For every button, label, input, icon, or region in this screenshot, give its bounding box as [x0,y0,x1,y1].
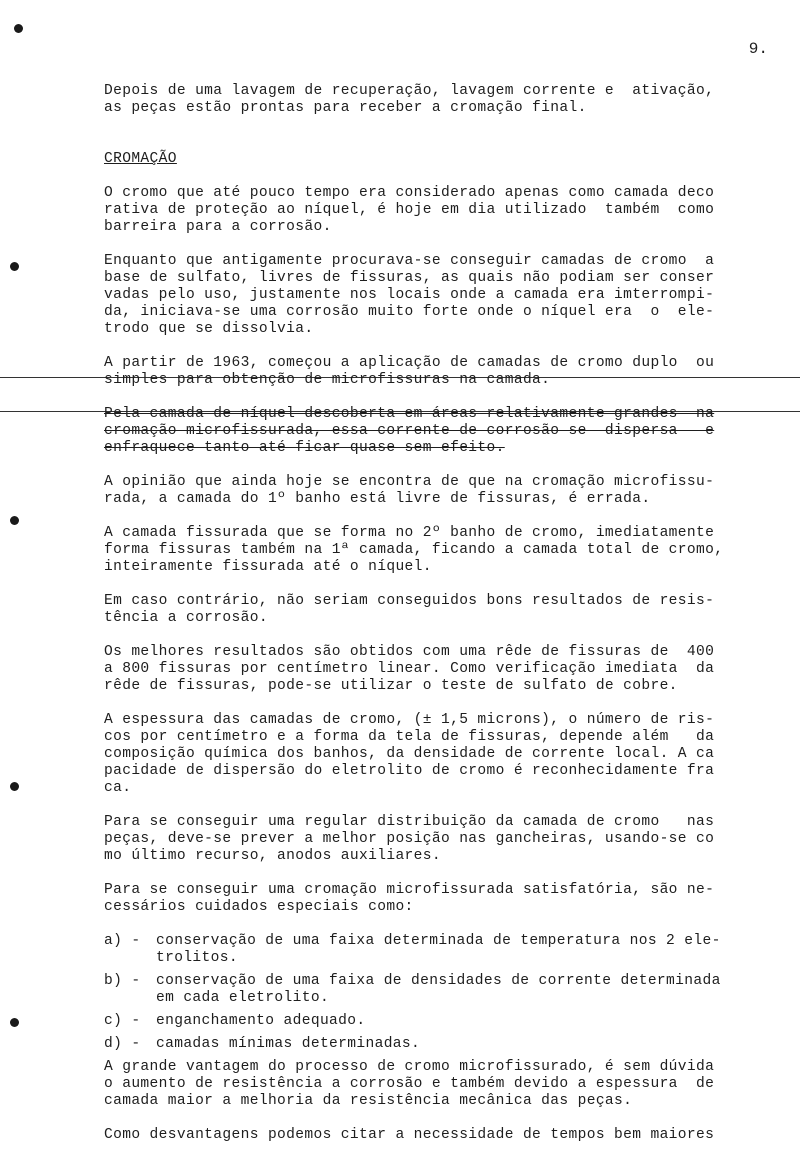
paragraph [104,1127,774,1144]
list-item-text [156,933,774,967]
text-line: Para se conseguir uma regular distribuição da camada de cromo nas [104,814,715,830]
text-line: camadas mínimas determinadas. [156,1036,421,1052]
text-line: da, iniciava-se uma corrosão muito forte onde o níquel era o ele- [104,304,715,320]
text-line: cessários cuidados especiais como: [104,899,414,915]
text-line: tência a corrosão. [104,610,268,626]
page-number: 9. [748,40,768,58]
text-line: A espessura das camadas de cromo, (± 1,5 microns), o número de ris- [104,712,715,728]
text-line: enganchamento adequado. [156,1013,366,1029]
paragraph [104,525,774,576]
paragraph [104,593,774,627]
text-line: composição química dos banhos, da densidade de corrente local. A ca [104,746,715,762]
text-line: Em caso contrário, não seriam conseguidos bons resultados de resis- [104,593,715,609]
text-line: Depois de uma lavagem de recuperação, lavagem corrente e ativação, [104,83,715,99]
paragraph [104,882,774,916]
text-line: A opinião que ainda hoje se encontra de que na cromação microfissu- [104,474,715,490]
punch-hole-mark [10,516,19,525]
text-line: cos por centímetro e a forma da tela de fissuras, depende além da [104,729,715,745]
text-line: A camada fissurada que se forma no 2º banho de cromo, imediatamente [104,525,715,541]
list-item [104,1013,774,1030]
paragraph [104,474,774,508]
list-item [104,973,774,1007]
punch-hole-mark [14,24,23,33]
paragraph [104,185,774,236]
punch-hole-mark [10,782,19,791]
text-line: Para se conseguir uma cromação microfissurada satisfatória, são ne- [104,882,715,898]
text-line: em cada eletrolito. [156,990,330,1006]
text-line: forma fissuras também na 1ª camada, ficando a camada total de cromo, [104,542,724,558]
struck-paragraph [104,406,774,457]
text-line: enfraquece tanto até ficar quase sem efeito. [104,440,505,456]
text-line: ca. [104,780,132,796]
text-line: simples para obtenção de microfissuras na camada. [104,372,551,388]
paragraph [104,712,774,797]
text-line: conservação de uma faixa de densidades de corrente determinada [156,973,721,989]
requirements-list [104,933,774,1053]
document-body [104,83,774,1161]
list-item-text [156,973,774,1007]
paragraph [104,1059,774,1110]
text-line: A grande vantagem do processo de cromo microfissurado, é sem dúvida [104,1059,715,1075]
list-marker: a) - [104,933,141,949]
text-line: cromação microfissurada, essa corrente de corrosão se dispersa e [104,423,715,439]
text-line: conservação de uma faixa determinada de temperatura nos 2 ele- [156,933,721,949]
intro-paragraph [104,83,774,117]
list-marker: c) - [104,1013,141,1029]
text-line: inteiramente fissurada até o níquel. [104,559,432,575]
text-line: Como desvantagens podemos citar a necessidade de tempos bem maiores [104,1127,715,1143]
text-line: trodo que se dissolvia. [104,321,314,337]
paragraph [104,355,774,389]
text-line: O cromo que até pouco tempo era considerado apenas como camada deco [104,185,715,201]
list-marker: b) - [104,973,141,989]
section-heading: CROMAÇÃO [104,151,177,167]
text-line: Pela camada de níquel descoberta em áreas relativamente grandes na [104,406,715,422]
text-line: o aumento de resistência a corrosão e também devido a espessura de [104,1076,715,1092]
text-line: rêde de fissuras, pode-se utilizar o teste de sulfato de cobre. [104,678,678,694]
text-line: as peças estão prontas para receber a cromação final. [104,100,587,116]
list-marker: d) - [104,1036,141,1052]
text-line: barreira para a corrosão. [104,219,332,235]
text-line: a 800 fissuras por centímetro linear. Como verificação imediata da [104,661,715,677]
punch-hole-mark [10,262,19,271]
text-line: peças, deve-se prever a melhor posição nas gancheiras, usando-se co [104,831,715,847]
text-line: camada maior a melhoria da resistência mecânica das peças. [104,1093,633,1109]
paragraph [104,644,774,695]
text-line: Enquanto que antigamente procurava-se conseguir camadas de cromo a [104,253,715,269]
punch-hole-mark [10,1018,19,1027]
text-line: trolitos. [156,950,238,966]
text-line: rativa de proteção ao níquel, é hoje em dia utilizado também como [104,202,715,218]
paragraph [104,253,774,338]
text-line: pacidade de dispersão do eletrolito de cromo é reconhecidamente fra [104,763,715,779]
list-item-text [156,1036,774,1053]
paragraph [104,814,774,865]
text-line: rada, a camada do 1º banho está livre de fissuras, é errada. [104,491,651,507]
list-item-text [156,1013,774,1030]
text-line: mo último recurso, anodos auxiliares. [104,848,441,864]
list-item [104,933,774,967]
text-line: base de sulfato, livres de fissuras, as quais não podiam ser conser [104,270,715,286]
text-line: vadas pelo uso, justamente nos locais onde a camada era imterrompi- [104,287,715,303]
list-item [104,1036,774,1053]
text-line: A partir de 1963, começou a aplicação de camadas de cromo duplo ou [104,355,715,371]
text-line: Os melhores resultados são obtidos com uma rêde de fissuras de 400 [104,644,715,660]
